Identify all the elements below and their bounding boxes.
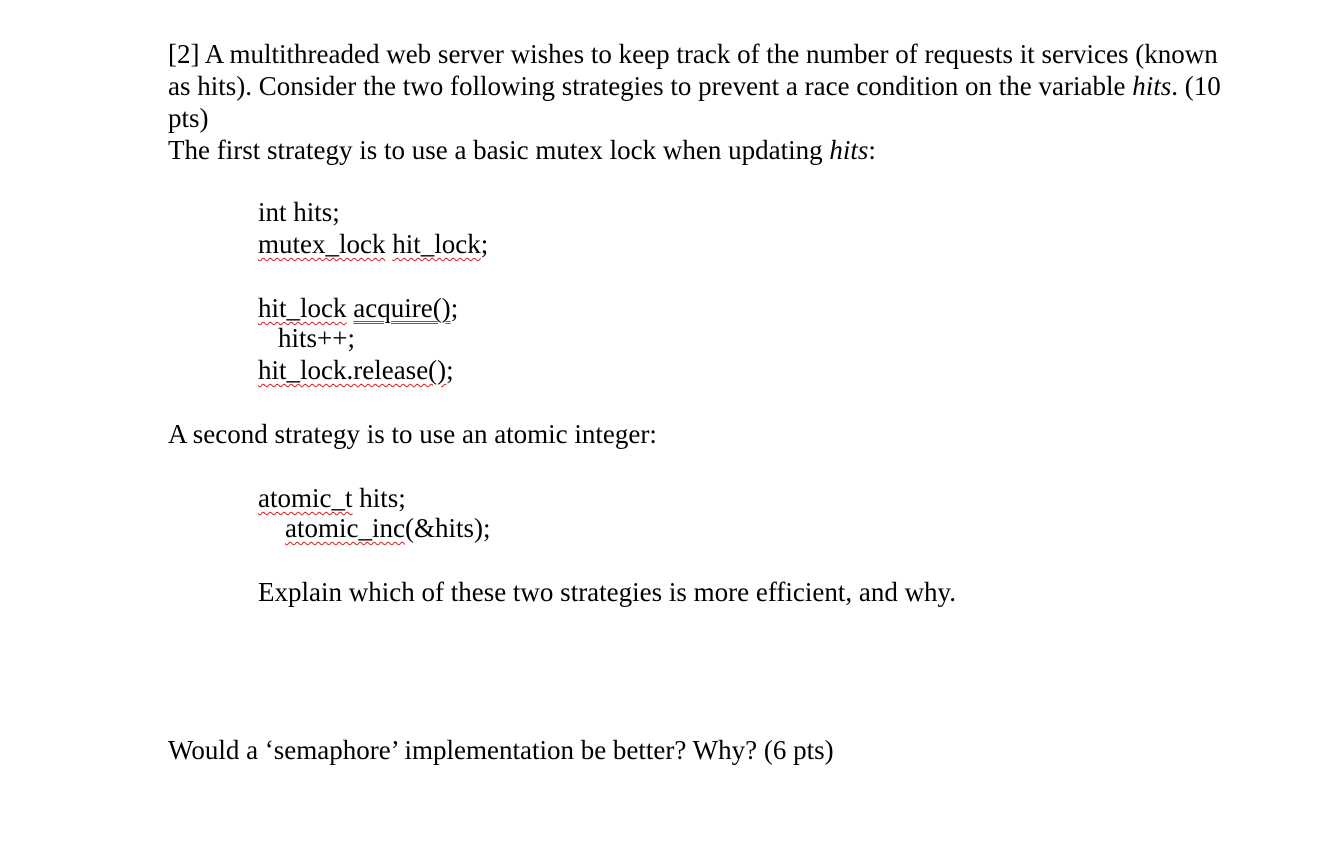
spellcheck-hit-lock: hit_lock	[392, 229, 481, 259]
question-line-1: [2] A multithreaded web server wishes to keep track of the number of requests it services (known	[168, 39, 1218, 69]
question-line-3: pts)	[168, 103, 209, 133]
spellcheck-mutex-lock: mutex_lock	[258, 229, 386, 259]
variable-hits: hits	[829, 135, 869, 165]
second-strategy-text: A second strategy is to use an atomic integer:	[168, 419, 657, 449]
grammar-acquire: acquire()	[353, 293, 451, 323]
code2-line-increment: atomic_inc(&hits);	[285, 513, 491, 543]
spellcheck-hit-lock: hit_lock	[258, 293, 347, 323]
spellcheck-atomic-inc: atomic_inc	[285, 513, 405, 543]
variable-hits: hits	[1132, 71, 1172, 101]
spellcheck-hit-lock-release: hit_lock.release()	[258, 355, 447, 385]
code1-line-acquire: hit_lock acquire();	[258, 293, 459, 323]
code1-line-increment: hits++;	[278, 323, 355, 353]
code1-line-declare-hits: int hits;	[258, 197, 340, 227]
question-line-2: as hits). Consider the two following strategies to prevent a race condition on the variable hits. (10	[168, 71, 1221, 101]
question-line-4: The first strategy is to use a basic mutex lock when updating hits:	[168, 135, 876, 165]
code1-line-release: hit_lock.release();	[258, 355, 454, 385]
explain-prompt: Explain which of these two strategies is more efficient, and why.	[258, 577, 957, 607]
spellcheck-atomic-t: atomic_t	[258, 483, 353, 513]
code2-line-declare: atomic_t hits;	[258, 483, 406, 513]
code1-line-declare-lock: mutex_lock hit_lock;	[258, 229, 489, 259]
semaphore-question: Would a ‘semaphore’ implementation be better? Why? (6 pts)	[168, 735, 834, 765]
